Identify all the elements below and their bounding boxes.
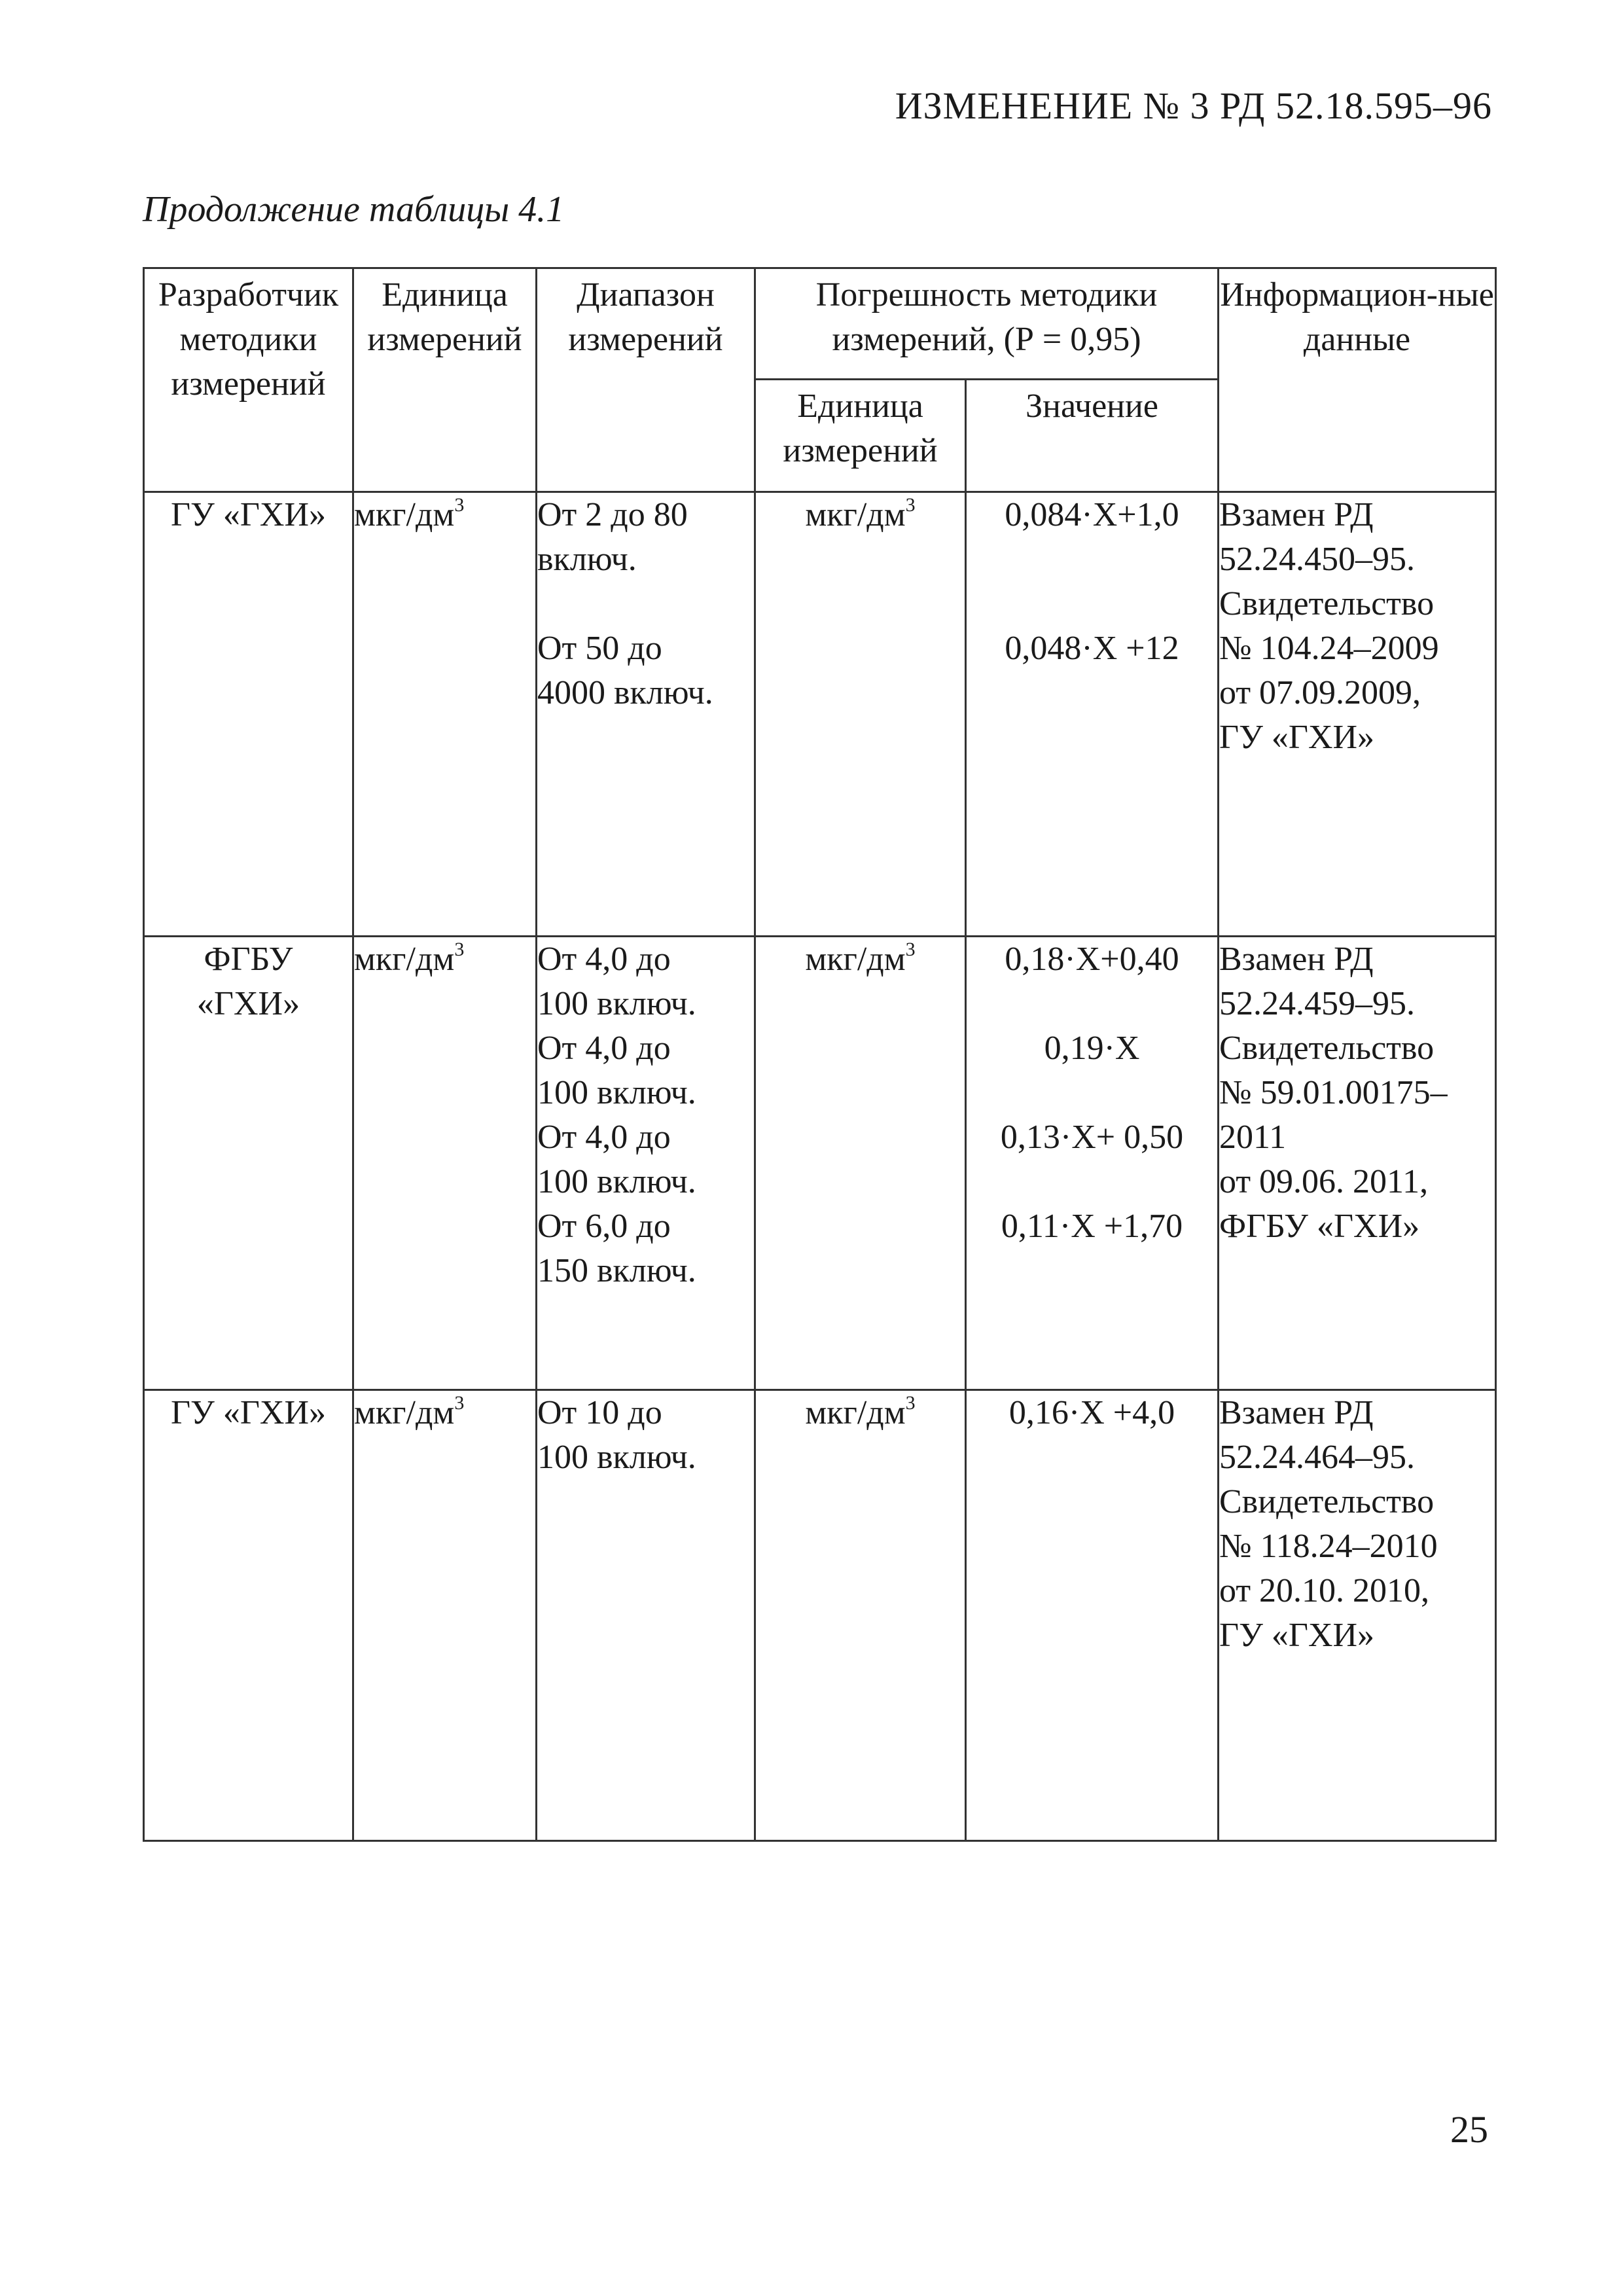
- value-line: [967, 1071, 1217, 1115]
- range-line: От 4,0 до: [537, 1119, 671, 1156]
- cell-developer: [144, 1390, 353, 1841]
- developer-line: «ГХИ»: [196, 985, 300, 1022]
- col-header-unit: Единица измерений: [353, 268, 537, 492]
- range-line: 100 включ.: [537, 1163, 696, 1200]
- unit-exponent: 3: [454, 1392, 465, 1414]
- value-line: 0,11·X +1,70: [1001, 1208, 1183, 1245]
- cell-error-value: [966, 492, 1219, 937]
- value-line: 0,18·X+0,40: [1005, 941, 1179, 978]
- unit-text: мкг/дм: [354, 496, 455, 533]
- info-line: 2011: [1219, 1119, 1287, 1156]
- measurement-methods-table: [143, 267, 1497, 1842]
- unit-text: мкг/дм: [354, 941, 455, 978]
- document-header: ИЗМЕНЕНИЕ № 3 РД 52.18.595–96: [895, 84, 1492, 127]
- info-line: ГУ «ГХИ»: [1219, 1617, 1375, 1654]
- value-line: [967, 582, 1217, 626]
- range-line: От 6,0 до: [537, 1208, 671, 1245]
- info-line: от 07.09.2009,: [1219, 674, 1421, 711]
- range-line: [537, 582, 754, 626]
- info-line: Взамен РД: [1219, 941, 1374, 978]
- range-line: 100 включ.: [537, 985, 696, 1022]
- info-line: ГУ «ГХИ»: [1219, 719, 1375, 756]
- cell-range: [537, 1390, 755, 1841]
- cell-range: [537, 937, 755, 1390]
- info-line: Взамен РД: [1219, 496, 1374, 533]
- info-line: Свидетельство: [1219, 585, 1435, 622]
- cell-error-unit: [755, 492, 966, 937]
- info-line: от 20.10. 2010,: [1219, 1572, 1430, 1609]
- cell-info: [1219, 937, 1496, 1390]
- table-row: [144, 492, 1496, 937]
- error-unit-exponent: 3: [905, 494, 916, 516]
- info-line: Свидетельство: [1219, 1483, 1435, 1520]
- range-line: 100 включ.: [537, 1439, 696, 1476]
- range-line: 4000 включ.: [537, 674, 713, 711]
- error-unit-text: мкг/дм: [805, 1394, 906, 1431]
- value-line: 0,13·X+ 0,50: [1000, 1119, 1184, 1156]
- unit-text: мкг/дм: [354, 1394, 455, 1431]
- info-line: Свидетельство: [1219, 1030, 1435, 1067]
- range-line: 150 включ.: [537, 1252, 696, 1289]
- table-body: [144, 492, 1496, 1841]
- info-line: № 104.24–2009: [1219, 630, 1439, 667]
- cell-error-value: [966, 937, 1219, 1390]
- col-header-developer: Разработчик методики измерений: [144, 268, 353, 492]
- range-line: От 10 до: [537, 1394, 662, 1431]
- range-line: От 2 до 80: [537, 496, 688, 533]
- col-header-info: Информацион-ные данные: [1219, 268, 1496, 492]
- value-line: [967, 982, 1217, 1026]
- col-header-error-group: Погрешность методики измерений, (Р = 0,95): [755, 268, 1219, 380]
- table-row: [144, 937, 1496, 1390]
- value-line: 0,084·X+1,0: [1005, 496, 1179, 533]
- cell-developer: [144, 492, 353, 937]
- cell-range: [537, 492, 755, 937]
- info-line: № 118.24–2010: [1219, 1528, 1438, 1565]
- range-line: 100 включ.: [537, 1074, 696, 1111]
- cell-unit: [353, 937, 537, 1390]
- cell-unit: [353, 1390, 537, 1841]
- value-line: 0,048·X +12: [1005, 630, 1179, 667]
- cell-error-value: [966, 1390, 1219, 1841]
- value-line: 0,19·X: [1044, 1030, 1140, 1067]
- col-header-error-unit: Единица измерений: [755, 380, 966, 492]
- value-line: [967, 1160, 1217, 1204]
- table-caption: Продолжение таблицы 4.1: [143, 189, 565, 230]
- col-header-range: Диапазон измерений: [537, 268, 755, 492]
- page-number: 25: [1450, 2108, 1488, 2151]
- error-unit-text: мкг/дм: [805, 496, 906, 533]
- cell-unit: [353, 492, 537, 937]
- col-header-error-value: Значение: [966, 380, 1219, 492]
- unit-exponent: 3: [454, 494, 465, 516]
- unit-exponent: 3: [454, 939, 465, 960]
- info-line: Взамен РД: [1219, 1394, 1374, 1431]
- error-unit-text: мкг/дм: [805, 941, 906, 978]
- range-line: От 4,0 до: [537, 941, 671, 978]
- info-line: ФГБУ «ГХИ»: [1219, 1208, 1420, 1245]
- value-line: 0,16·X +4,0: [1008, 1394, 1175, 1431]
- cell-info: [1219, 492, 1496, 937]
- info-line: 52.24.459–95.: [1219, 985, 1415, 1022]
- info-line: от 09.06. 2011,: [1219, 1163, 1429, 1200]
- info-line: 52.24.464–95.: [1219, 1439, 1415, 1476]
- range-line: От 50 до: [537, 630, 662, 667]
- developer-line: ФГБУ: [204, 941, 293, 978]
- cell-error-unit: [755, 1390, 966, 1841]
- range-line: От 4,0 до: [537, 1030, 671, 1067]
- developer-line: ГУ «ГХИ»: [170, 1394, 327, 1431]
- info-line: 52.24.450–95.: [1219, 541, 1415, 578]
- error-unit-exponent: 3: [905, 939, 916, 960]
- cell-developer: [144, 937, 353, 1390]
- error-unit-exponent: 3: [905, 1392, 916, 1414]
- value-line: [967, 537, 1217, 582]
- info-line: № 59.01.00175–: [1219, 1074, 1448, 1111]
- range-line: включ.: [537, 541, 637, 578]
- developer-line: ГУ «ГХИ»: [170, 496, 327, 533]
- cell-info: [1219, 1390, 1496, 1841]
- table-row: [144, 1390, 1496, 1841]
- cell-error-unit: [755, 937, 966, 1390]
